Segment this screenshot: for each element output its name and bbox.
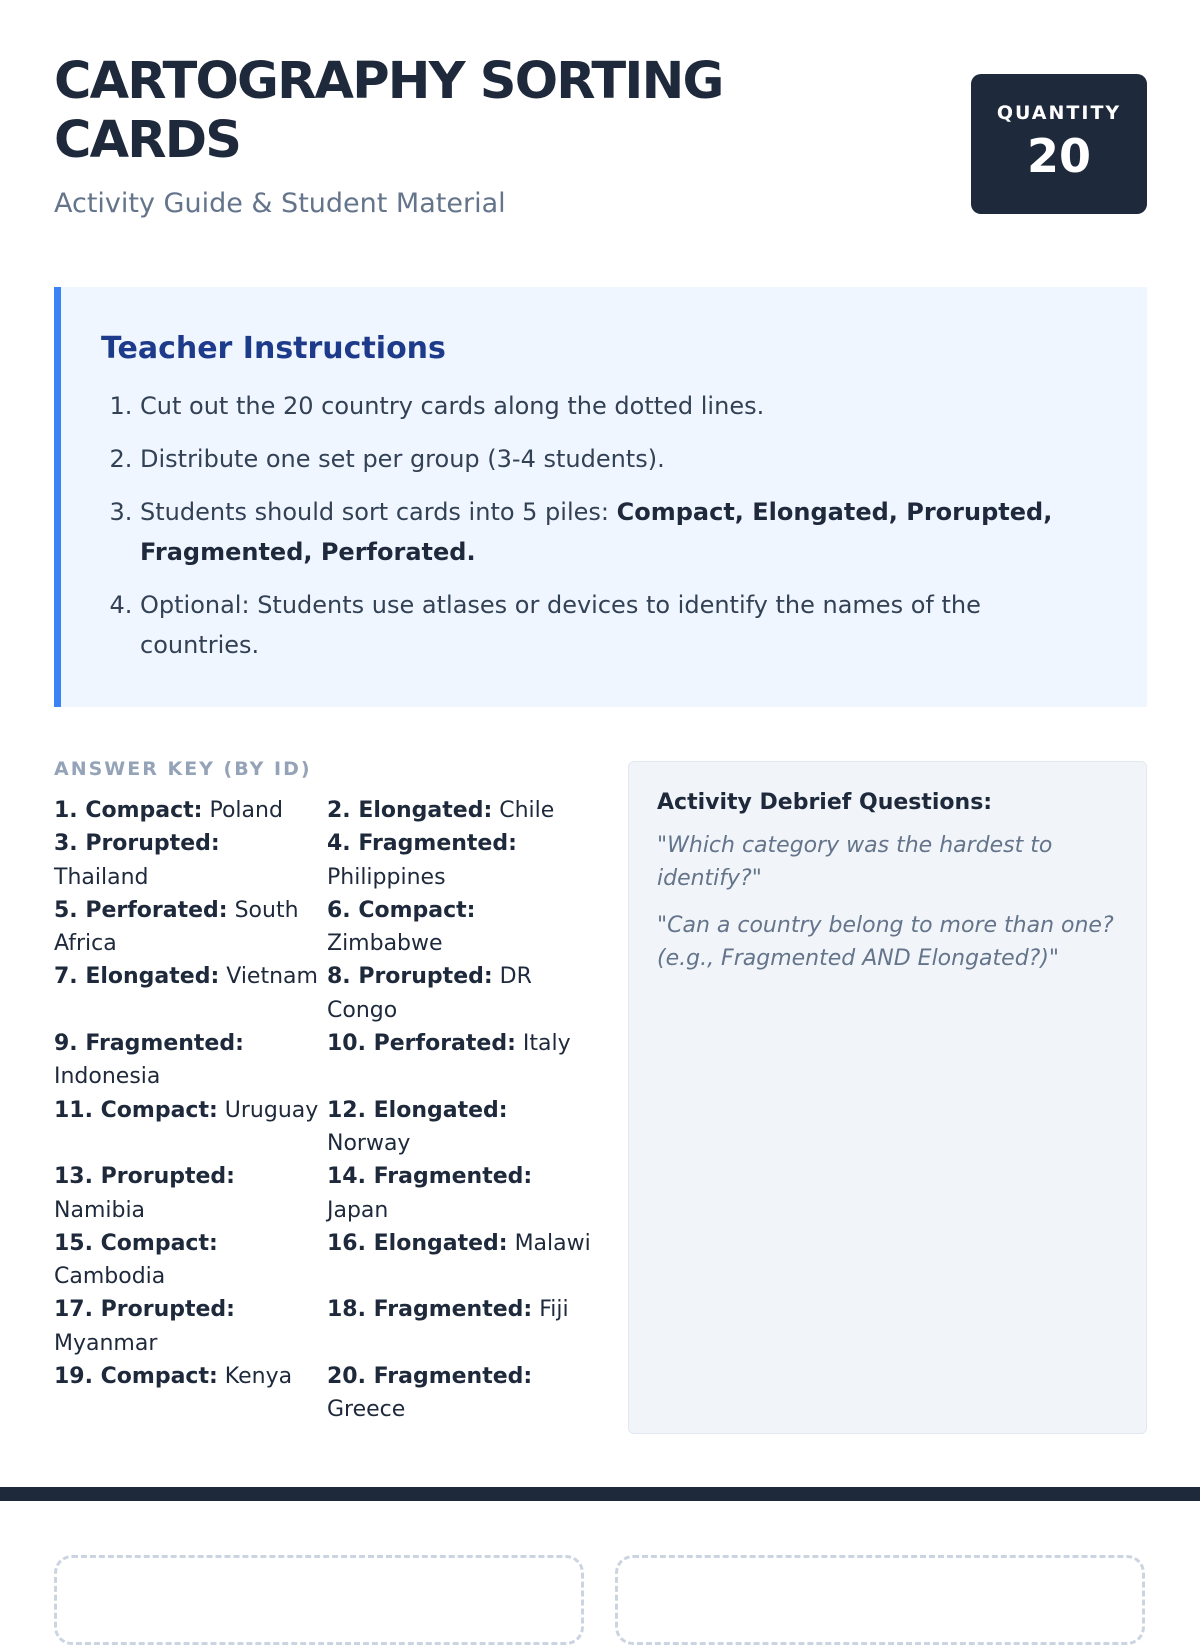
answer-key-category: 20. Fragmented: bbox=[327, 1364, 533, 1390]
answer-key-category: 10. Perforated: bbox=[327, 1031, 516, 1057]
answer-key-grid bbox=[54, 794, 614, 1427]
answer-key-item bbox=[54, 1094, 327, 1161]
cut-out-card bbox=[54, 1555, 584, 1645]
instructions-title: Teacher Instructions bbox=[101, 331, 446, 366]
answer-key-country: Vietnam bbox=[226, 964, 318, 990]
answer-key-category: 1. Compact: bbox=[54, 798, 203, 823]
answer-key-country: Poland bbox=[209, 798, 283, 823]
answer-key-country: Uruguay bbox=[224, 1097, 319, 1123]
answer-key-item bbox=[54, 827, 327, 894]
instruction-step bbox=[140, 585, 1107, 665]
answer-key-country: Myanmar bbox=[54, 1330, 158, 1356]
answer-key-item bbox=[327, 1360, 600, 1427]
debrief-title: Activity Debrief Questions: bbox=[657, 790, 993, 815]
answer-key-item bbox=[327, 1094, 600, 1161]
answer-key-item bbox=[327, 827, 600, 894]
page-subtitle: Activity Guide & Student Material bbox=[54, 188, 506, 219]
answer-key-item bbox=[327, 1293, 600, 1360]
answer-key-country: Malawi bbox=[514, 1230, 591, 1256]
answer-key-category: 17. Prorupted: bbox=[54, 1297, 235, 1323]
debrief-question: "Which category was the hardest to identify?" bbox=[657, 833, 1053, 891]
answer-key-item bbox=[327, 1027, 600, 1094]
teacher-instructions-panel bbox=[54, 287, 1147, 707]
answer-key-item bbox=[327, 960, 600, 1027]
answer-key-country: Japan bbox=[327, 1197, 389, 1223]
instruction-step bbox=[140, 439, 1107, 479]
answer-key-country: Kenya bbox=[224, 1364, 293, 1390]
answer-key-category: 13. Prorupted: bbox=[54, 1164, 235, 1190]
answer-key-category: 12. Elongated: bbox=[327, 1097, 508, 1123]
answer-key-category: 5. Perforated: bbox=[54, 897, 228, 923]
answer-key-country: Namibia bbox=[54, 1197, 146, 1223]
instructions-list bbox=[101, 386, 1107, 665]
answer-key-country: Norway bbox=[327, 1130, 411, 1156]
answer-key-item bbox=[54, 1360, 327, 1427]
answer-key-title: ANSWER KEY (BY ID) bbox=[54, 758, 312, 780]
answer-key-item bbox=[54, 1293, 327, 1360]
answer-key-category: 7. Elongated: bbox=[54, 964, 220, 990]
answer-key-item bbox=[54, 960, 327, 1027]
answer-key-country: Fiji bbox=[539, 1297, 569, 1323]
debrief-question: "Can a country belong to more than one? (e.g., Fragmented AND Elongated?)" bbox=[657, 913, 1114, 971]
answer-key-country: Chile bbox=[499, 798, 555, 823]
answer-key-country: Zimbabwe bbox=[327, 931, 443, 957]
answer-key-category: 19. Compact: bbox=[54, 1364, 218, 1390]
answer-key-item bbox=[54, 1027, 327, 1094]
answer-key-item bbox=[327, 1160, 600, 1227]
answer-key-category: 3. Prorupted: bbox=[54, 831, 220, 857]
answer-key-category: 2. Elongated: bbox=[327, 798, 493, 823]
answer-key-country: DR Congo bbox=[327, 964, 532, 1023]
answer-key-category: 15. Compact: bbox=[54, 1230, 218, 1256]
page-header bbox=[54, 52, 1147, 232]
answer-key-category: 18. Fragmented: bbox=[327, 1297, 533, 1323]
answer-key-category: 14. Fragmented: bbox=[327, 1164, 533, 1190]
answer-key-category: 4. Fragmented: bbox=[327, 831, 517, 857]
answer-key-category: 8. Prorupted: bbox=[327, 964, 493, 990]
sorting-categories: Compact, Elongated, Prorupted, Fragmented, Perforated. bbox=[140, 498, 1053, 566]
instruction-step bbox=[140, 492, 1107, 572]
answer-key-country: Greece bbox=[327, 1397, 406, 1423]
answer-key-country: Philippines bbox=[327, 864, 446, 890]
answer-key-item bbox=[54, 1227, 327, 1294]
instruction-step-text: Cut out the 20 country cards along the dotted lines. bbox=[140, 392, 765, 420]
answer-key-item bbox=[54, 1160, 327, 1227]
answer-key-item bbox=[327, 894, 600, 961]
answer-key-country: Thailand bbox=[54, 864, 149, 890]
answer-key-category: 11. Compact: bbox=[54, 1097, 218, 1123]
answer-key-item bbox=[327, 794, 600, 827]
page-title: CARTOGRAPHY SORTING CARDS bbox=[54, 52, 723, 170]
instruction-step-text: Students should sort cards into 5 piles: bbox=[140, 498, 617, 526]
instruction-step bbox=[140, 386, 1107, 426]
answer-key-category: 6. Compact: bbox=[327, 897, 476, 923]
answer-key-item bbox=[54, 794, 327, 827]
answer-key-item bbox=[54, 894, 327, 961]
answer-key-category: 16. Elongated: bbox=[327, 1230, 508, 1256]
answer-key-category: 9. Fragmented: bbox=[54, 1031, 244, 1057]
instruction-step-text: Distribute one set per group (3-4 students). bbox=[140, 445, 665, 473]
quantity-badge bbox=[971, 74, 1147, 214]
section-divider bbox=[0, 1487, 1200, 1501]
answer-key-country: Cambodia bbox=[54, 1264, 166, 1290]
quantity-value: 20 bbox=[1026, 129, 1091, 183]
instruction-step-text: Optional: Students use atlases or devices to identify the names of the countries. bbox=[140, 591, 981, 659]
answer-key-country: Italy bbox=[522, 1031, 571, 1057]
quantity-label: QUANTITY bbox=[996, 102, 1122, 124]
debrief-panel bbox=[628, 761, 1147, 1434]
answer-key-country: Indonesia bbox=[54, 1064, 161, 1090]
cut-out-card bbox=[615, 1555, 1145, 1645]
answer-key-item bbox=[327, 1227, 600, 1294]
answer-key-country: South Africa bbox=[54, 897, 299, 957]
answer-key bbox=[54, 758, 614, 1427]
